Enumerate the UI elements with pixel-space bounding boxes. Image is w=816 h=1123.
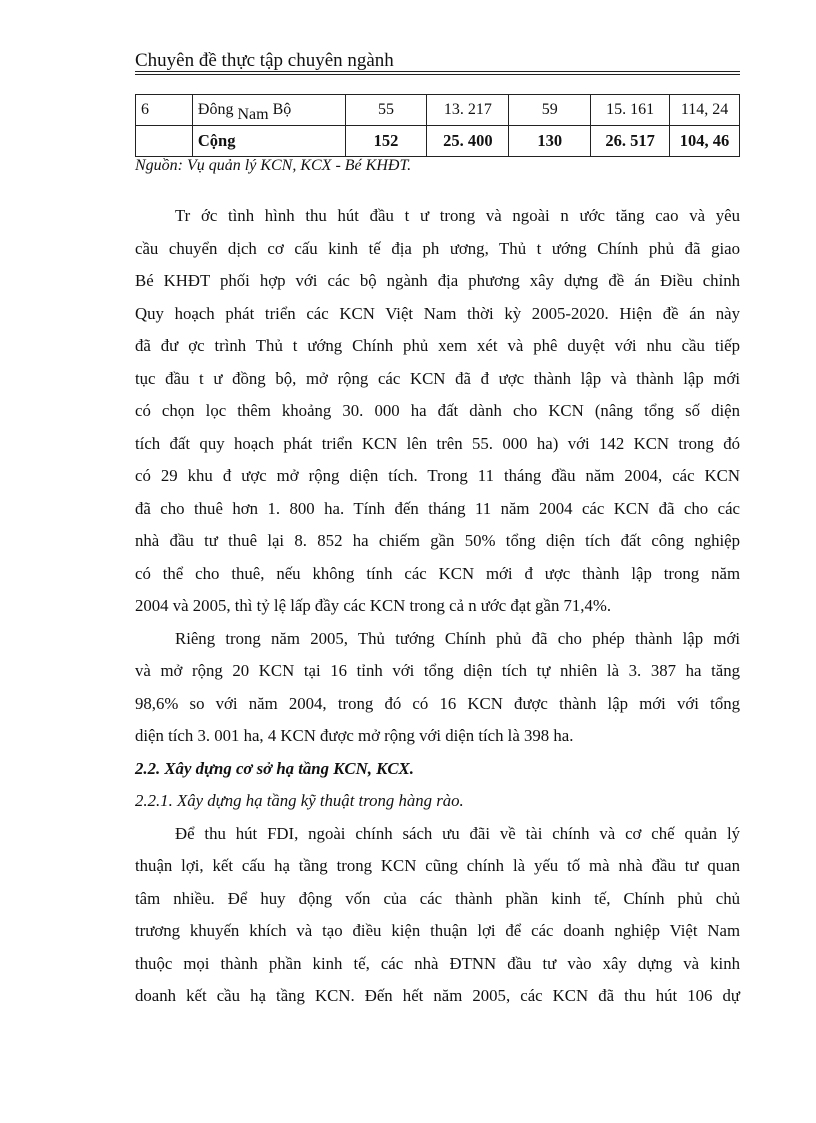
cell-value: 26. 517 [591,126,670,157]
text-line: đã đư ợc trình Thủ t ướng Chính phủ xem xét và phê duyệt với nhu cầu tiếp [135,336,740,355]
cell-stt [136,126,193,157]
header-rule-top [135,71,740,72]
text-line: và mở rộng 20 KCN tại 16 tỉnh với tổng diện tích tự nhiên là 3. 387 ha tăng [135,661,740,680]
cell-value: 25. 400 [427,126,509,157]
cell-value: 15. 161 [591,95,670,126]
cell-region: Đông Nam Bộ [192,95,345,126]
cell-stt: 6 [136,95,193,126]
table-row [136,95,740,126]
text-line: Riêng trong năm 2005, Thủ tướng Chính phủ đã cho phép thành lập mới [175,628,740,648]
cell-value: 59 [509,95,591,126]
text-line: doanh kết cầu hạ tầng KCN. Đến hết năm 2005, các KCN đã thu hút 106 dự [135,986,740,1005]
text-line: cầu chuyển dịch cơ cấu kinh tế địa ph ương, Thủ t ướng Chính phủ đã giao [135,238,740,258]
paragraph-2 [135,623,740,753]
text-line: có chọn lọc thêm khoảng 30. 000 ha đất dành cho KCN (nâng tổng số diện [135,401,740,420]
text-line: nhà đầu tư thuê lại 8. 852 ha chiếm gần 50% tổng diện tích đất công nghiệp [135,531,740,550]
cell-value: 114, 24 [670,95,740,126]
subsection-heading: 2.2.1. Xây dựng hạ tầng kỹ thuật trong hàng rào. [135,791,464,810]
text-line: 2004 và 2005, thì tỷ lệ lấp đầy các KCN trong cả n ước đạt gần 71,4%. [135,596,612,615]
text-line: diện tích 3. 001 ha, 4 KCN được mở rộng với diện tích là 398 ha. [135,726,574,745]
text-line: 98,6% so với năm 2004, trong đó có 16 KCN được thành lập mới với tổng [135,693,740,713]
text-line: có thể cho thuê, nếu không tính các KCN mới đ ược thành lập trong năm [135,563,740,583]
text-line: trương khuyến khích và tạo điều kiện thuận lợi để các doanh nghiệp Việt Nam [135,921,740,940]
cell-region: Cộng [192,126,345,157]
paragraph-3 [135,818,740,1013]
cell-value: 152 [345,126,427,157]
text-line: có 29 khu đ ược mở rộng diện tích. Trong 11 tháng đầu năm 2004, các KCN [135,466,740,485]
source-note: Nguồn: Vụ quản lý KCN, KCX - Bé KHĐT. [135,157,412,174]
text-line: tục đầu t ư đồng bộ, mở rộng các KCN đã đ ược thành lập và thành lập mới [135,368,740,388]
text-line: Bé KHĐT phối hợp với các bộ ngành địa phương xây dựng đề án Điều chỉnh [135,271,740,290]
cell-value: 130 [509,126,591,157]
text-line: thuận lợi, kết cấu hạ tầng trong KCN cũng chính là yếu tố mà nhà đầu tư quan [135,856,740,875]
text-line: Để thu hút FDI, ngoài chính sách ưu đãi về tài chính và cơ chế quản lý [175,823,740,843]
text-line: thuộc mọi thành phần kinh tế, các nhà ĐTNN đầu tư vào xây dựng và kinh [135,953,740,973]
cell-value: 104, 46 [670,126,740,157]
text-line: Tr ớc tình hình thu hút đầu t ư trong và ngoài n ước tăng cao và yêu [175,206,740,225]
statistics-table [135,94,740,157]
text-line: đã cho thuê hơn 1. 800 ha. Tính đến tháng 11 năm 2004 các KCN đã cho các [135,498,740,518]
body-text [135,200,740,1013]
text-line: Quy hoạch phát triển các KCN Việt Nam thời kỳ 2005-2020. Hiện đề án này [135,303,740,323]
table-row [136,126,740,157]
cell-value: 13. 217 [427,95,509,126]
text-line: tích đất quy hoạch phát triển KCN lên trên 55. 000 ha) với 142 KCN trong đó [135,433,740,453]
running-header: Chuyên đề thực tập chuyên ngành [135,50,394,71]
section-heading: 2.2. Xây dựng cơ sở hạ tầng KCN, KCX. [135,758,414,778]
text-line: tâm nhiều. Để huy động vốn của các thành phần kinh tế, Chính phủ chủ [135,888,740,908]
cell-value: 55 [345,95,427,126]
paragraph-1 [135,200,740,623]
header-rule-bottom [135,74,740,75]
